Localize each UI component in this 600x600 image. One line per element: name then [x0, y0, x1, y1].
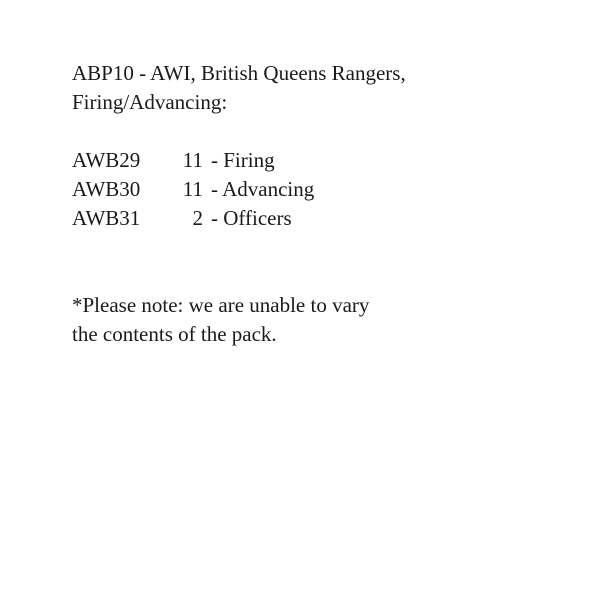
pack-item — [72, 146, 572, 175]
item-quantity: 2 — [192, 206, 203, 230]
item-description: - Firing — [211, 148, 275, 172]
product-title-line-1: ABP10 - AWI, British Queens Rangers, — [72, 61, 406, 85]
product-description — [72, 59, 572, 349]
pack-item — [72, 175, 572, 204]
item-description: - Advancing — [211, 177, 315, 201]
note-line-2: the contents of the pack. — [72, 322, 277, 346]
item-quantity: 11 — [182, 177, 203, 201]
product-title — [72, 59, 572, 117]
item-description: - Officers — [211, 206, 292, 230]
item-code: AWB31 — [72, 206, 141, 230]
pack-contents-list — [72, 146, 572, 233]
pack-note — [72, 291, 572, 349]
note-line-1: *Please note: we are unable to vary — [72, 293, 370, 317]
item-code: AWB29 — [72, 148, 141, 172]
item-code: AWB30 — [72, 177, 141, 201]
pack-item — [72, 204, 572, 233]
item-quantity: 11 — [182, 148, 203, 172]
product-title-line-2: Firing/Advancing: — [72, 90, 228, 114]
